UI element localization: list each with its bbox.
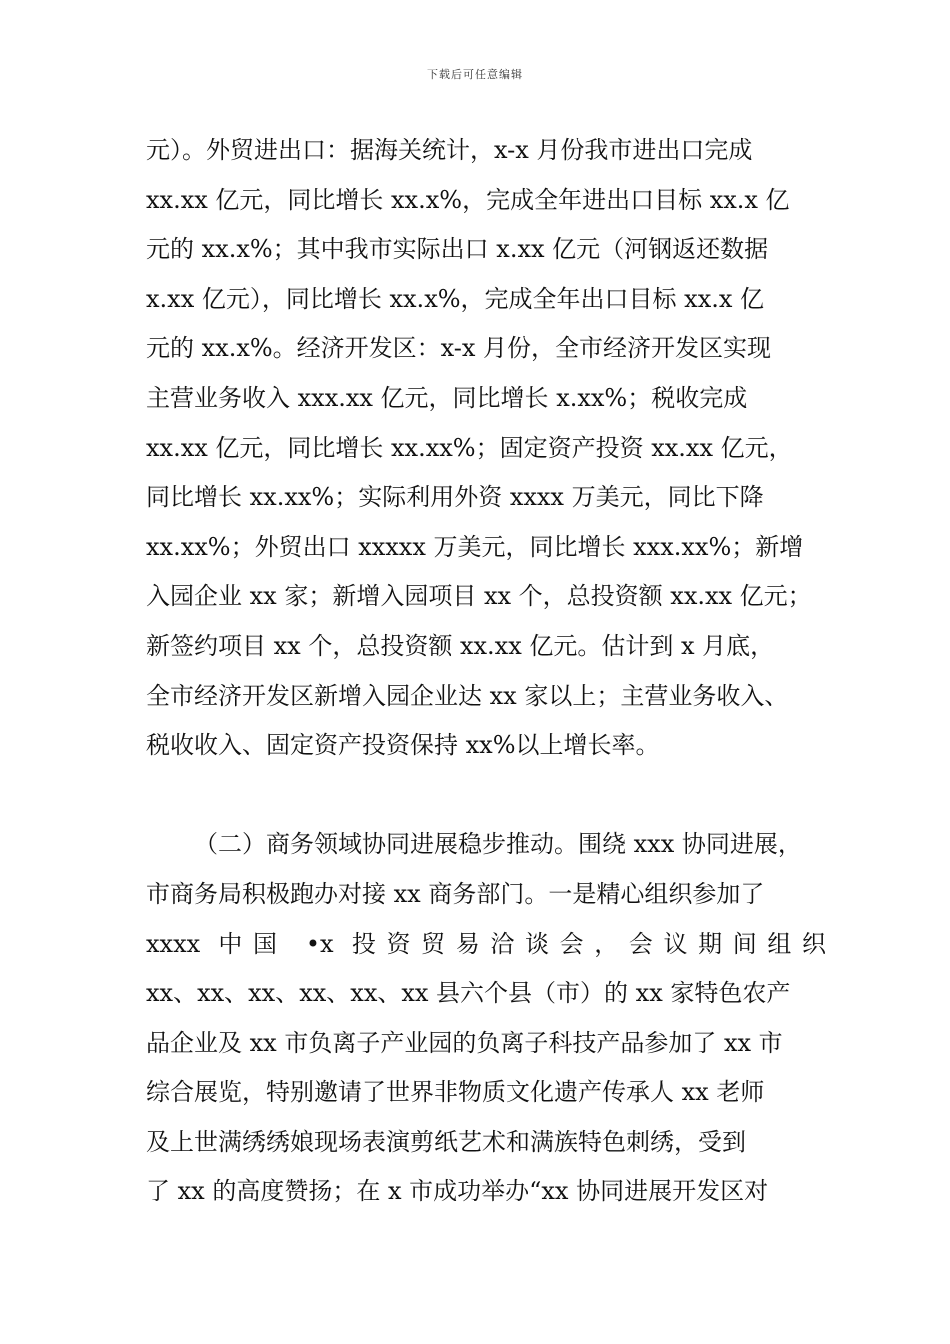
text-line: 了 xx 的高度赞扬；在 x 市成功举办“xx 协同进展开发区对 xyxy=(146,1177,769,1206)
text-line: 元）。外贸进出口：据海关统计，x-x 月份我市进出口完成 xyxy=(146,136,753,164)
text-line: 全市经济开发区新增入园企业达 xx 家以上；主营业务收入、 xyxy=(146,681,789,710)
text-line: 新签约项目 xx 个，总投资额 xx.xx 亿元。估计到 x 月底， xyxy=(146,631,775,660)
text-line: （二）商务领域协同进展稳步推动。围绕 xxx 协同进展， xyxy=(194,830,802,859)
text-line: x.xx 亿元），同比增长 xx.x%，完成全年出口目标 xx.x 亿 xyxy=(146,284,765,313)
text-line: 品企业及 xx 市负离子产业园的负离子科技产品参加了 xx 市 xyxy=(146,1028,783,1057)
text-line: xx.xx 亿元，同比增长 xx.xx%；固定资产投资 xx.xx 亿元， xyxy=(146,433,793,462)
text-line: 税收收入、固定资产投资保持 xx%以上增长率。 xyxy=(146,731,660,760)
text-line: xxxx 中国 •x 投资贸易洽谈会，会议期间组织 xyxy=(146,929,826,958)
page-header: 下载后可任意编辑 xyxy=(427,68,523,81)
text-line: 同比增长 xx.xx%；实际利用外资 xxxx 万美元，同比下降 xyxy=(146,483,764,512)
text-line: 元的 xx.x%。经济开发区：x-x 月份，全市经济开发区实现 xyxy=(146,334,772,363)
document-body xyxy=(146,126,826,1217)
paragraph-commerce-coordination xyxy=(146,820,826,1217)
text-line: 主营业务收入 xxx.xx 亿元，同比增长 x.xx%；税收完成 xyxy=(146,383,748,412)
text-line: 及上世满绣绣娘现场表演剪纸艺术和满族特色刺绣，受到 xyxy=(146,1127,746,1156)
paragraph-economic-stats xyxy=(146,126,826,771)
text-line: 元的 xx.x%；其中我市实际出口 x.xx 亿元（河钢返还数据 xyxy=(146,235,769,264)
text-line: xx、xx、xx、xx、xx、xx 县六个县（市）的 xx 家特色农产 xyxy=(146,979,791,1008)
text-line: 入园企业 xx 家；新增入园项目 xx 个，总投资额 xx.xx 亿元； xyxy=(146,582,812,611)
paragraph-gap xyxy=(146,771,826,821)
text-line: xx.xx%；外贸出口 xxxxx 万美元，同比增长 xxx.xx%；新增 xyxy=(146,532,804,561)
text-line: 综合展览，特别邀请了世界非物质文化遗产传承人 xx 老师 xyxy=(146,1078,765,1107)
text-line: 市商务局积极跑办对接 xx 商务部门。一是精心组织参加了 xyxy=(146,879,765,908)
text-line: xx.xx 亿元，同比增长 xx.x%，完成全年进出口目标 xx.x 亿 xyxy=(146,185,790,214)
